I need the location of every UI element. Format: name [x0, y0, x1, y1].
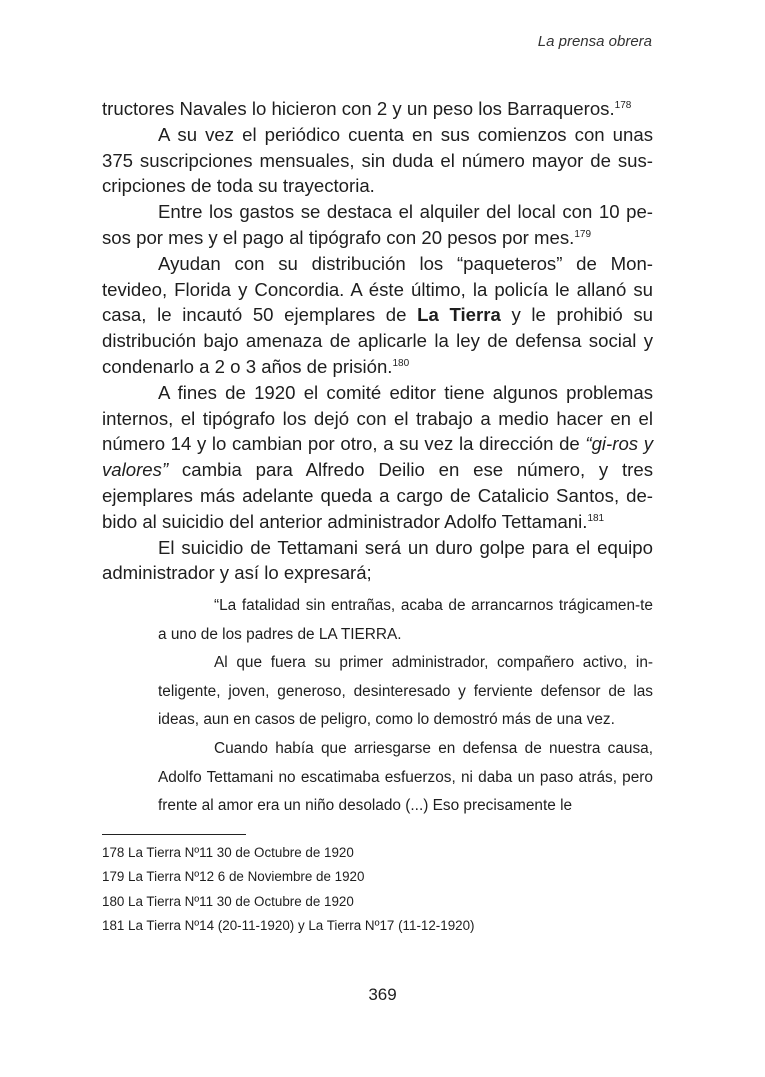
footnote: 180 La Tierra Nº11 30 de Octubre de 1920 [102, 893, 354, 909]
paragraph-text: tructores Navales lo hicieron con 2 y un peso los Barraqueros. [102, 98, 615, 119]
page-number: 369 [368, 985, 397, 1004]
footnote: 181 La Tierra Nº14 (20-11-1920) y La Tierra Nº17 (11-12-1920) [102, 918, 475, 934]
paragraph [102, 96, 653, 122]
paragraph [102, 122, 653, 199]
footnote: 178 La Tierra Nº11 30 de Octubre de 1920 [102, 845, 354, 860]
running-header: La prensa obrera [537, 33, 652, 50]
newspaper-title: La Tierra [417, 304, 501, 326]
paragraph [102, 380, 653, 535]
footnote: 179 La Tierra Nº12 6 de Noviembre de 1920 [102, 869, 365, 885]
footnote-ref: 180 [392, 357, 410, 369]
paragraph [102, 199, 653, 251]
quote-paragraph: Al que fuera su primer administrador, compañero activo, in-teligente, joven, generoso, desinteresado y ferviente defensor de las ideas, aun en casos de peligro, como lo demostró más de una vez. [158, 654, 653, 729]
block-quote [158, 592, 653, 821]
footnote-ref: 178 [614, 100, 632, 111]
paragraph-text: El suicidio de Tettamani será un duro golpe para el equipo administrador y así lo expresará; [102, 536, 653, 584]
footnote-ref: 179 [574, 228, 592, 240]
paragraph-text: Entre los gastos se destaca el alquiler del local con 10 pe-sos por mes y el pago al tipógrafo con 20 pesos por mes. [102, 201, 653, 248]
paragraph-text: cambia para Alfredo Deilio en ese número, y tres ejemplares más adelante queda a cargo de Catalicio Santos, de-bido al suicidio del anterior administrador Adolfo Tettamani. [102, 459, 653, 532]
quote-paragraph: Cuando había que arriesgarse en defensa de nuestra causa, Adolfo Tettamani no escatimaba esfuerzos, ni daba un paso atrás, pero frente al amor era un niño desolado (...) Eso precisamente le [158, 739, 653, 815]
paragraph-text: y le prohibió su distribución bajo amenaza de aplicarle la ley de defensa social y condenarlo a 2 o 3 años de prisión. [102, 304, 653, 377]
quoted-section-name: “gi-ros y valores” [102, 433, 653, 481]
footnote-separator [102, 834, 246, 835]
footnotes [102, 841, 662, 939]
paragraph-text: Ayudan con su distribución los “paqueteros” de Mon-tevideo, Florida y Concordia. A éste último, la policía le allanó su casa, le incautó 50 ejemplares de [102, 252, 653, 326]
paragraph [102, 535, 653, 587]
paragraph-text: A su vez el periódico cuenta en sus comienzos con unas 375 suscripciones mensuales, sin duda el número mayor de sus-cripciones de toda su trayectoria. [102, 123, 653, 197]
main-text [102, 96, 653, 586]
footnote-ref: 181 [587, 512, 605, 524]
quote-paragraph: “La fatalidad sin entrañas, acaba de arrancarnos trágicamen-te a uno de los padres de LA TIERRA. [158, 597, 653, 643]
paragraph-text: A fines de 1920 el comité editor tiene algunos problemas internos, el tipógrafo los dejó con el trabajo a medio hacer en el número 14 y lo cambian por otro, a su vez la dirección de [102, 381, 653, 455]
paragraph [102, 251, 653, 380]
